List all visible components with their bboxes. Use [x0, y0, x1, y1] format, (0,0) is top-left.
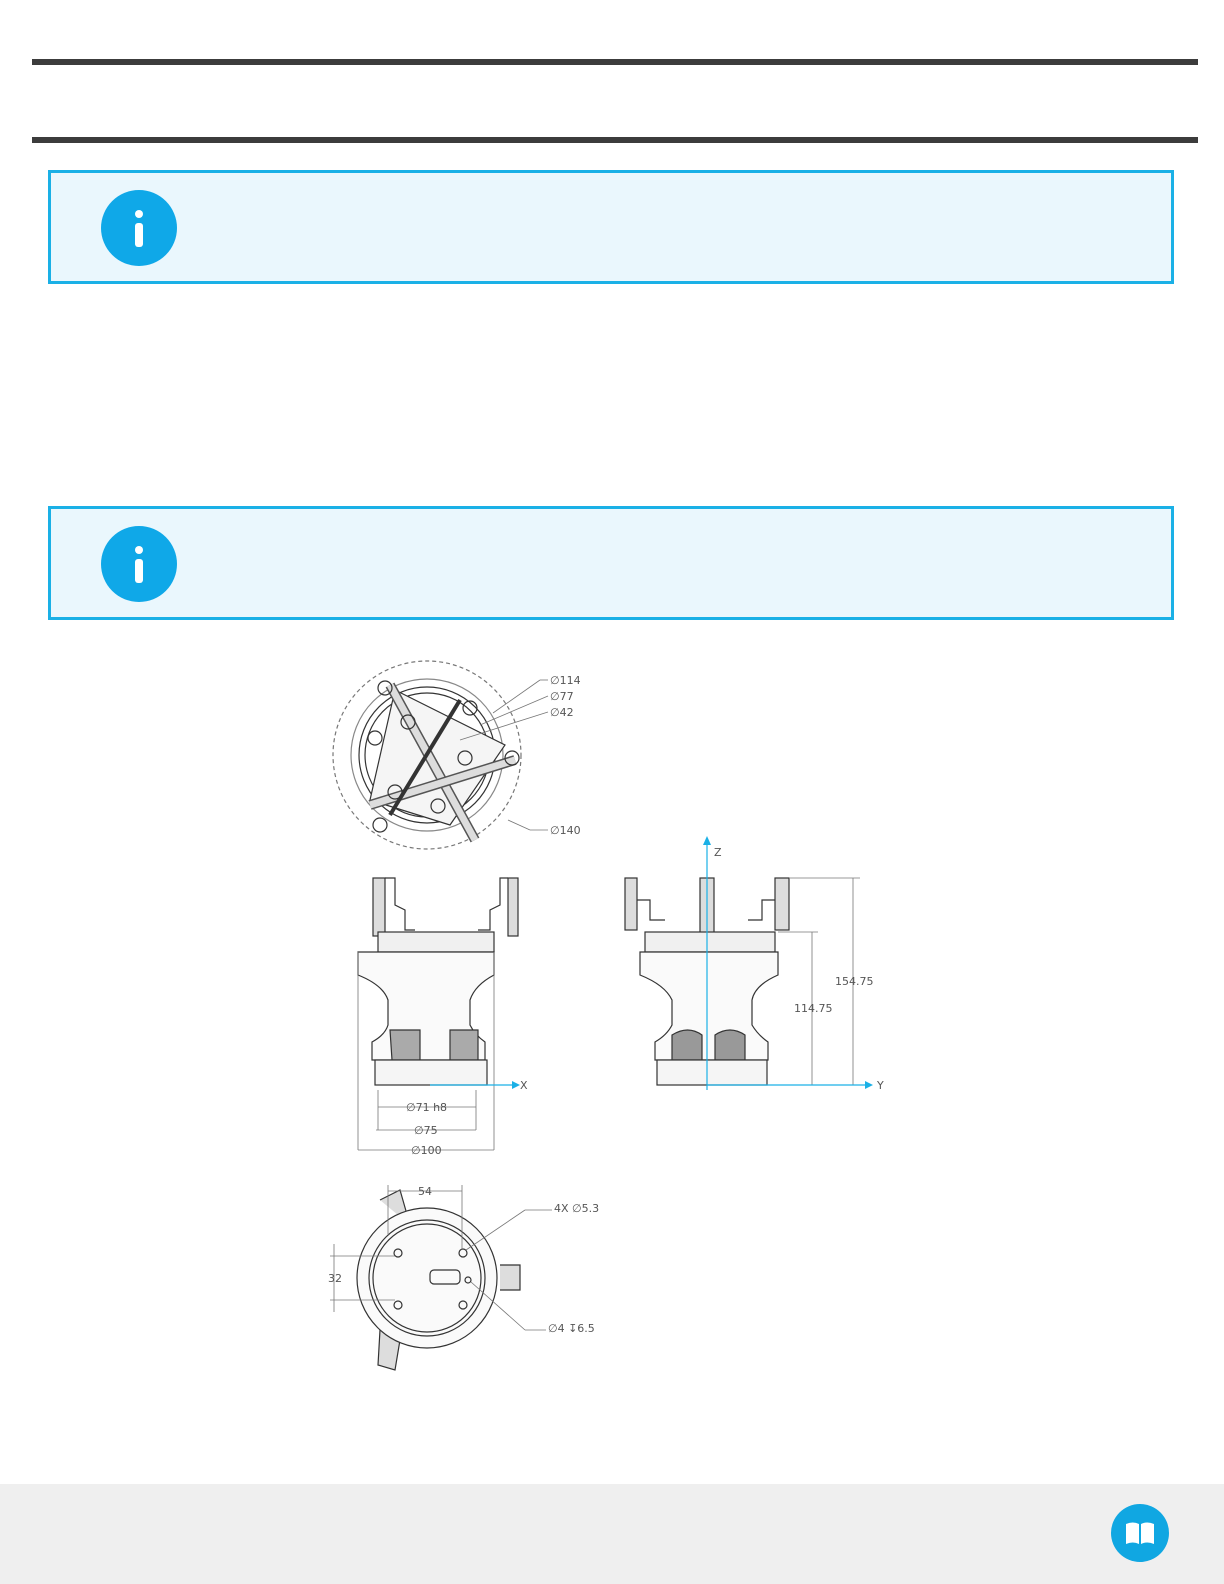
- dim-d71-h8: ∅71 h8: [406, 1101, 448, 1114]
- dim-pin: ∅4 ↧6.5: [548, 1322, 595, 1335]
- axis-z: Z: [714, 846, 722, 859]
- section-rule: [32, 137, 1198, 143]
- dim-d75: ∅75: [414, 1124, 438, 1137]
- info-notice-1: [48, 170, 1174, 284]
- info-icon: [101, 190, 177, 266]
- info-notice-2: [48, 506, 1174, 620]
- front-view: [625, 878, 860, 1085]
- dim-d114: ∅114: [550, 674, 581, 687]
- axis-y: Y: [877, 1079, 884, 1092]
- dim-d100: ∅100: [411, 1144, 442, 1157]
- dim-d77: ∅77: [550, 690, 574, 703]
- dim-h154: 154.75: [835, 975, 874, 988]
- dim-w54: 54: [418, 1185, 432, 1198]
- page-footer: [0, 1484, 1224, 1584]
- dim-d42: ∅42: [550, 706, 574, 719]
- axis-x: X: [520, 1079, 528, 1092]
- top-rule: [32, 59, 1198, 65]
- technical-drawing: [300, 650, 920, 1390]
- dim-h114: 114.75: [794, 1002, 833, 1015]
- top-view: [333, 661, 548, 849]
- dim-d140: ∅140: [550, 824, 581, 837]
- bottom-view: [330, 1185, 552, 1370]
- dim-holes: 4X ∅5.3: [554, 1202, 600, 1215]
- book-icon[interactable]: [1111, 1504, 1169, 1562]
- dim-h32: 32: [328, 1272, 342, 1285]
- info-icon: [101, 526, 177, 602]
